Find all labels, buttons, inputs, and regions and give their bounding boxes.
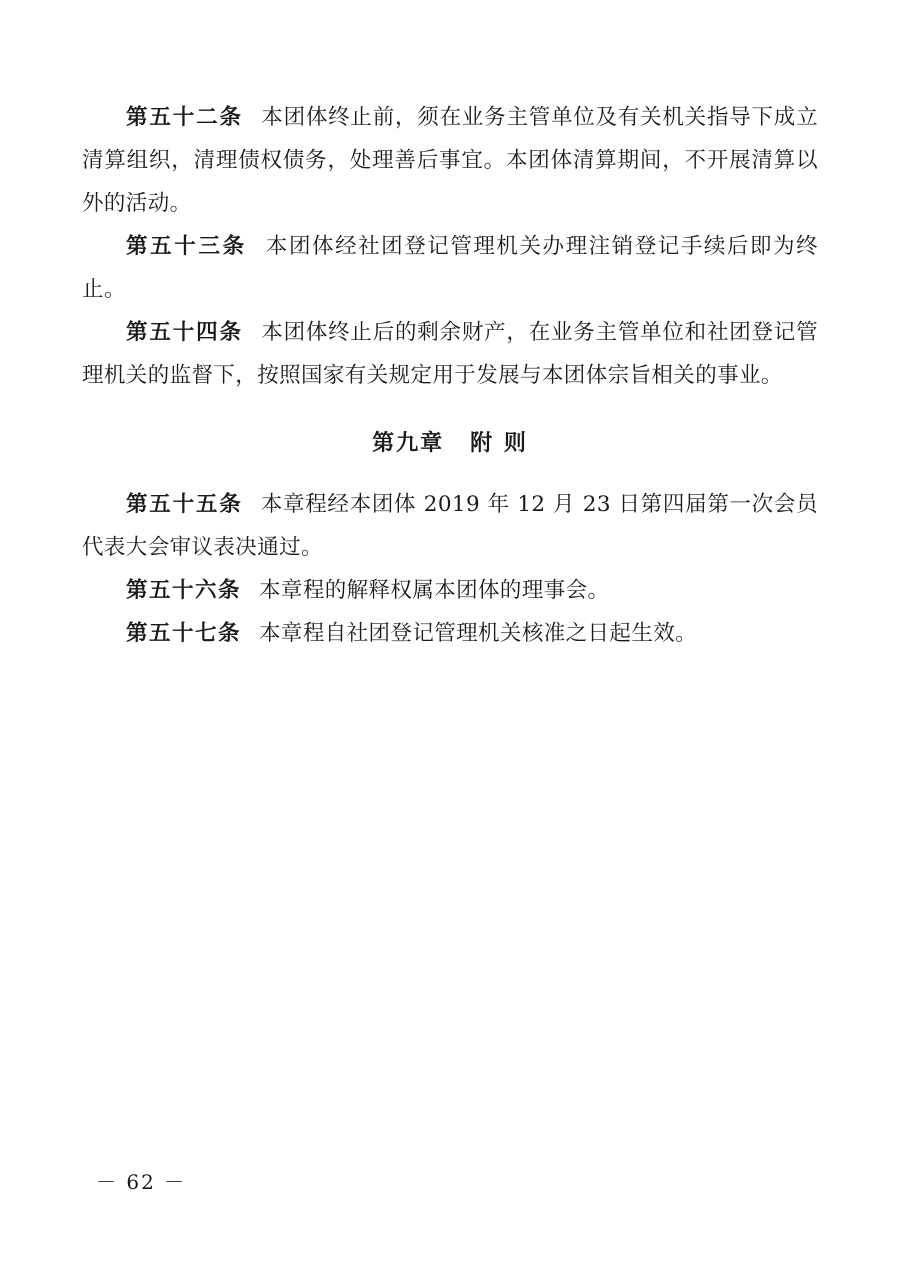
article-paragraph-55	[82, 483, 818, 569]
article-text-57: 本章程自社团登记管理机关核准之日起生效。	[259, 621, 698, 646]
article-paragraph-52	[82, 96, 818, 225]
article-paragraph-57	[82, 612, 818, 655]
article-text-53: 本团体经社团登记管理机关办理注销登记手续后即为终止。	[82, 234, 818, 302]
chapter-title: 附 则	[470, 430, 528, 456]
article-text-56: 本章程的解释权属本团体的理事会。	[259, 578, 610, 603]
article-label-57: 第五十七条	[126, 621, 242, 646]
article-label-53: 第五十三条	[126, 234, 247, 259]
article-label-54: 第五十四条	[126, 320, 243, 345]
page-content	[82, 96, 818, 655]
chapter-heading	[82, 423, 818, 463]
article-paragraph-53	[82, 225, 818, 311]
article-label-56: 第五十六条	[126, 578, 242, 603]
page-footer	[0, 1166, 900, 1195]
article-label-55: 第五十五条	[126, 492, 243, 517]
article-text-52: 本团体终止前，须在业务主管单位及有关机关指导下成立清算组织，清理债权债务，处理善后事宜。本团体清算期间，不开展清算以外的活动。	[82, 105, 818, 216]
article-text-54: 本团体终止后的剩余财产，在业务主管单位和社团登记管理机关的监督下，按照国家有关规定用于发展与本团体宗旨相关的事业。	[82, 320, 818, 388]
article-paragraph-56	[82, 569, 818, 612]
page-number: － 62 －	[96, 1170, 187, 1194]
article-paragraph-54	[82, 311, 818, 397]
article-label-52: 第五十二条	[126, 105, 243, 130]
article-text-55: 本章程经本团体 2019 年 12 月 23 日第四届第一次会员代表大会审议表决通过。	[82, 492, 818, 560]
chapter-number: 第九章	[372, 430, 445, 456]
